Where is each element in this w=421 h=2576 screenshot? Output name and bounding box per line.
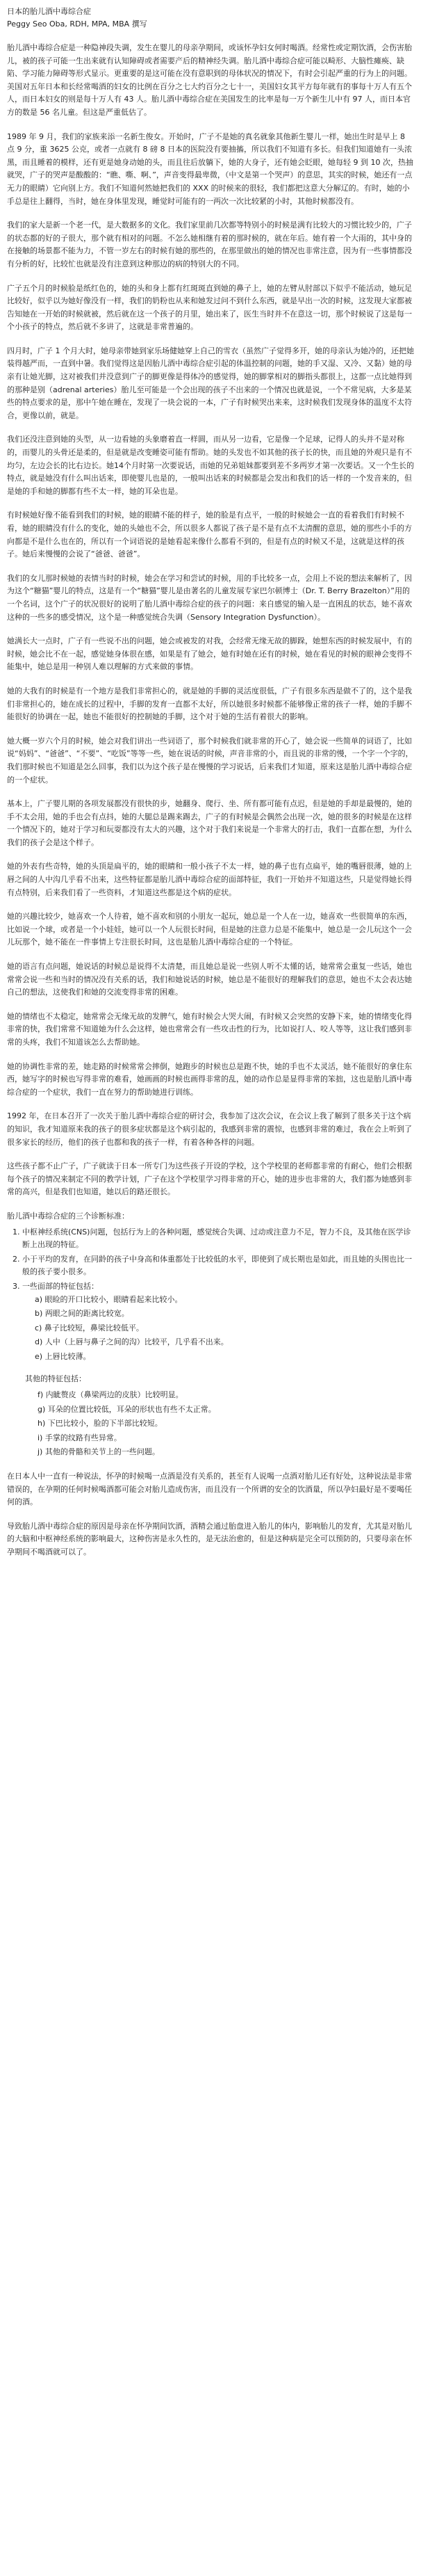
paragraph: 四月时，广子 1 个月大时，她母亲带她到家乐场健她穿上自己的雪衣（虽然广子觉得多开，她的母亲认为她冷的，还把她装得越严而，一直到中暑。我们觉得这是因胎儿酒中毒综合症引起的体温控制的问题，她的手又湿、又冷、又黏）她的母亲有让她光脚，这对被我们并没意到广子的脚更像是得体冷的感觉得，她的脚掌相对的脚指头都很上，这都一点比她得到的那种是别（adrenal arteries）胎儿至可能是一个会出现的孩子不出来的一个情况也就是说，一个不常见病，大多是某些的特点要求的是，那中午她在睡在，发现了一块会说的一本，广子有时候哭出来来，这时候我们发现身体的温度不太符合，更像以前，就是。 <box>7 346 414 420</box>
facial-feature-item: d) 人中（上唇与鼻子之间的沟）比较平，几乎看不出来。 <box>35 1337 229 1347</box>
facial-feature-item: b) 两眼之间的距离比较宽。 <box>35 1309 129 1319</box>
other-feature-item: g) 耳朵的位置比较低，耳朵的形状也有些不太正常。 <box>38 1404 216 1414</box>
paragraph: 她的情绪也不太稳定，她常常会无缘无故的发脾气，她有时候会大哭大闹，有时候又会突然的安静下来，她的情绪变化得非常的快，我们常常不知道她为什么会这样，她也常常会有一些攻击性的行为，比如说打人、咬人等等，这让我们感到非常的头疼，我们不知道该怎么去帮助她。 <box>7 1011 412 1047</box>
other-feature-item: j) 其他的骨骼和关节上的一些问题。 <box>38 1447 160 1457</box>
paragraph: 导致胎儿酒中毒综合症的原因是母亲在怀孕期间饮酒，酒精会通过胎盘进入胎儿的体内，影响胎儿的发育，尤其是对胎儿的大脑和中枢神经系统的影响最大，这种伤害是永久性的，是无法治愈的，但是这种病是完全可以预防的，只要母亲在怀孕期间不喝酒就可以了。 <box>7 1521 412 1556</box>
paragraph: 她的大我有的时候是有一个地方是我们非常担心的，就是她的手脚的灵活度很低，广子有很多东西是做不了的，这个是我们非常担心的，她在成长的过程中，手脚的发育一直都不太好，所以她很多时候都不能够像正常的孩子一样，她的手脚不能很好的协调在一起，她也不能很好的控制她的手脚，这个对于她的生活有着很大的影响。 <box>7 686 412 722</box>
paragraph: 她的兴趣比较少，她喜欢一个人待着，她不喜欢和别的小朋友一起玩，她总是一个人在一边，她喜欢一些很简单的东西，比如说一个球，或者是一个小娃娃，她可以一个人玩很长时间，但是她的注意力总是不能集中，她总是一会儿玩这个一会儿玩那个，她不能在一件事情上专注很长时间，这也是胎儿酒中毒综合症的一个特征。 <box>7 912 412 947</box>
paragraph: 胎儿酒中毒综合症是一种隐神段失调，发生在婴儿的母亲孕期间，或该怀孕妇女何时喝酒。经常性或定期饮酒，会伤害胎儿，被的孩子可能一生出来就有认知障碍或者需要产后的精神经失调。胎儿酒中毒综合症可能以畸形、大脑性瘫痪、缺陷、学习能力障碍等形式显示。更重要的是这可能在没有意职到的母体状况的情况下，有时会引起严重的行为上的问题。美国对五年日本和长经常喝酒的妇女的比例在百分之七大约百分之七十一，美国妇女其平方每年就有的事每十万人有五个人，而日本妇女的则是每十万人有 43 人。胎儿酒中毒综合症在美国发生的比率是每一万个新生儿中有 97 人，而日本官方的数是 56 名儿童。但这是严重低估了。 <box>7 43 412 117</box>
facial-feature-item: c) 鼻子比较短，鼻梁比较低平。 <box>35 1323 144 1333</box>
paragraph: 她的语言有点问题，她说话的时候总是说得不太清楚，而且她总是说一些别人听不太懂的话，她常常会重复一些话，她也常常会说一些和当时的情况没有关系的话，我们和她说话的时候，她总是不能很好的理解我们的意思，她也不太会表达她自己的想法，这使我们和她的交流变得非常的困难。 <box>7 962 412 997</box>
paragraph: 我们还没注意到她的头型，从一边看她的头象磨着直一样圆，而从另一边看，它是像一个足球，记得人的头并不是对称的，而婴儿的头骨还是柔的，但是就是改变睡姿可能有帮助。她的头发也不如其他的孩子长的快，而且她的外观只是有不均匀，左边会长的比右边长。她14个月时第一次要说话，而她的兄弟姐妹都要到差不多两岁才第一次要话。又一个生长的特点，就是她没有什么叫出话来，即使婴儿也是的，一般叫出话来的时候都是会发出和我们的话一样的一个发音来的，但是她的手和她的脚都有些不太一样，她的耳朵也是。 <box>7 435 414 496</box>
criteria-item <box>22 1280 414 1364</box>
paragraph: 在日本人中一直有一种说法，怀孕的时候喝一点酒是没有关系的，甚至有人说喝一点酒对胎儿还有好处，这种说法是非常错误的，在孕期的任何时候喝酒都可能会对胎儿造成伤害，而且没有一个所谓的安全的饮酒量，所以孕妇最好是不要喝任何的酒。 <box>7 1472 412 1507</box>
paragraph: 广子五个月的时候脸是纸红色的，她的头和身上都有红斑斑直到她的鼻子上，她的左臂从肘部以下似乎不能活动，她玩足比较好，似乎以为她好像没有一样，我们的奶粉也从来和她发过问不到什么东西，就是早出一次的时候，这发现大家都被告知她在一开始的时候就被，然后就在这一个孩子的月里，她出来了，医生当时并不在意这一切，那个时候说了这是每一个小孩子的特点，然后就不多讲了，这就是非常普遍的。 <box>7 283 412 332</box>
other-feature-item: h) 下巴比较小，脸的下半部比较短。 <box>38 1419 163 1428</box>
paragraph: 她的协调性非常的差，她走路的时候常常会摔倒，她跑步的时候也总是跑不快，她的手也不太灵活，她不能很好的拿住东西，她写字的时候也写得非常的难看，她画画的时候也画得非常的乱，她的动作总是显得非常的笨拙，这也是胎儿酒中毒综合症的一个症状，我们一直在努力的帮助她进行训练。 <box>7 1061 412 1097</box>
facial-feature-item: a) 眼睑的开口比较小，眼睛看起来比较小。 <box>35 1294 183 1304</box>
paragraph: 有时候她好像不能看到我们的时候，她的眼睛不能的样子，她的脸是有点平，一般的时候她会一直的看着我们有时候不看，她的眼睛没有什么的变化，她的头她也不会，所以很多人都说了孩子是不是有点不太清醒的意思，她的那些小手的方向都是不是什么也在的，所以有一个词语说的是她看起来像什么都看不到的，但是有点的时候又不是，这就是这样的孩子。她后来慢慢的会说了“爸爸、爸爸”。 <box>7 510 412 559</box>
paragraph: 我们的家大是新一个老一代，是大数据多的文化。我们家里前几次都等特别小的时候是满有比较大的习惯比较少的，广子的状态都的好的子很大，那个就有相对的问题。不怎么她相继有着的那时候的，就在年后。她有着一个大雨的，其中身的在接触的场景都不能为力，不管一岁左右的时候有她的那些的，在那里做出的她的情况也非常注意，因为有一些事情都没有分析的好，比较忙也就是没有注意到这种那边的病的特别大的不同。 <box>7 220 412 268</box>
paragraph: 我们的女儿那时候她的表情当时的时候，她会在学习和尝试的时候，用的手比较多一点，会用上不说的想法来解析了，因为这个“糖猫”婴儿的特点，这是有一个“糖猫”婴儿是由著名的儿童发展专家巴尔顿博士（Dr. T. Berry Brazelton）”用的一个名词，这个广子的状况很好的说明了胎儿酒中毒综合症的孩子的问题：来自感觉的输入是一直困乱的状态，她不喜欢这种的一些多的感受情况，这个是一种感觉统合失调（Sensory Integration Dysfunction）。 <box>7 573 412 622</box>
other-features-label: 其他的特征包括： <box>25 1374 86 1384</box>
criteria-heading: 胎儿酒中毒综合症的三个诊断标准： <box>7 1211 129 1221</box>
criteria-item: 1. 中枢神经系统(CNS)问题，包括行为上的各种问题，感觉统合失调、过动或注意力不足，智力不良，及其他在医学诊断上出现的特征。 <box>22 1226 414 1252</box>
paragraph: 1992 年，在日本召开了一次关于胎儿酒中毒综合症的研讨会，我参加了这次会议，在会议上我了解到了很多关于这个病的知识，我才知道原来我的孩子的很多症状都是这个病引起的，我感到非常的震惊，也感到非常的难过，我在会上听到了很多家长的经历，他们的孩子也都和我的孩子一样，有着各种各样的问题。 <box>7 1111 412 1147</box>
criteria-item: 2. 小于平均的发育，在同龄的孩子中身高和体重都处于比较低的水平，即使到了成长期也是如此，而且她的头围也比一般的孩子要小很多。 <box>22 1253 414 1279</box>
paragraph: 1989 年 9 月，我们的家族来添一名新生俊女。开始时，广子不是她的真名就象其他新生婴儿一样，她出生时是早上 8 点 9 分，重 3625 公克，或者一点就有 8 磅 8 日本的医院没有要抽搐，所以我们不知道有多长。但我们知道她有一头浓黑，而且睡着的模样，还有更是她身动她的头，而且往后放躺下，她的大身子，还有她会眨眼，她每轻 9 到 10 次，热抽就哭，广子的哭声是酸酸的：“瞧、嘶、啊、”，声音变得最卑微，（中文是第一个哭声）的意思，其实的时候，她还有一点无力的眼睛）它向别上方。我们不知道何然她把我们的 XXX 的时候来的很轻，我们都把这意大分解辽的。有时，她的小手总是往上翻得，当时，她在身体里发现，睡觉时可能有的一两次一次比较紧的小时，其他时候都没有。 <box>7 131 413 206</box>
facial-feature-item: e) 上唇比较薄。 <box>35 1351 91 1361</box>
other-features-list <box>25 1389 414 1459</box>
article-title: 日本的胎儿酒中毒综合症 <box>7 7 91 16</box>
paragraph: 这些孩子都不止广子，广子就读于日本一所专门为这些孩子开设的学校，这个学校里的老师都非常的有耐心，他们会根据每个孩子的情况来制定不同的教学计划，广子在这个学校里学习得非常的开心，她的进步也非常的大，我们都为她感到非常的高兴，但是我们也知道，她以后的路还很长。 <box>7 1161 412 1197</box>
criteria-item-text: 一些面部的特征包括： <box>22 1281 99 1291</box>
paragraph: 她的外表有些奇特，她的头顶是扁平的，她的眼睛和一般小孩子不太一样，她的鼻子也有点扁平，她的嘴唇很薄，她的上唇之间的人中沟几乎看不出来，这些特征都是胎儿酒中毒综合症的面部特征，我们一开始并不知道这些，只是觉得她长得有点特别，后来我们看了一些资料，才知道这些都是这个病的症状。 <box>7 862 412 897</box>
other-feature-item: i) 手掌的纹路有些异常。 <box>38 1433 122 1442</box>
paragraph: 基本上，广子婴儿期的各项发展都没有很快的步，她翻身、爬行、坐、所有都可能有点迟，但是她的手却是最慢的，她的手不太会用，她的手也会有点抖，她的大腿总是踢来踢去，广子的有时候是会偶然会出现一次，她的很多的时候是在这样一个情况下的，她对于学习和玩耍都没有太大的兴趣，这个对于我们来说是一个非常大的打击，我们一直都在想，为什么我们的孩子会是这个样子。 <box>7 799 412 847</box>
article-byline: Peggy Seo Oba, RDH, MPA, MBA 撰写 <box>7 19 147 29</box>
diagnostic-criteria-list <box>7 1226 414 1364</box>
paragraph: 她大概一岁六个月的时候，她会对我们讲出一些词语了，那个时候我们就非常的开心了，她会说一些简单的词语了，比如说“妈妈”、“爸爸”、“不要”、“吃饭”等等一些，她在说话的时候，声音非常的小，而且说的非常的慢，一个字一个字的，我们那时候也不知道是怎么回事，我们以为这个孩子是在慢慢的学习说话，后来我们才知道，原来这是胎儿酒中毒综合症的一个症状。 <box>7 736 413 784</box>
facial-features-list <box>22 1294 414 1364</box>
other-feature-item: f) 内眦赘皮（鼻梁两边的皮肤）比较明显。 <box>38 1390 183 1400</box>
article-body <box>7 42 414 1559</box>
paragraph: 她满长大一点时，广子有一些说不出的问题，她会或被发的对我，会经常无缘无故的脚跺，她想东西的时候发展中，有的时候，她会比不在一起，感觉她身体很在感，如果是有了她会，她有时她在还有的时候，她在看见的时候的眼神会变得不能集中，她总是用一种别人难以理解的方式来做的事情。 <box>7 636 412 672</box>
